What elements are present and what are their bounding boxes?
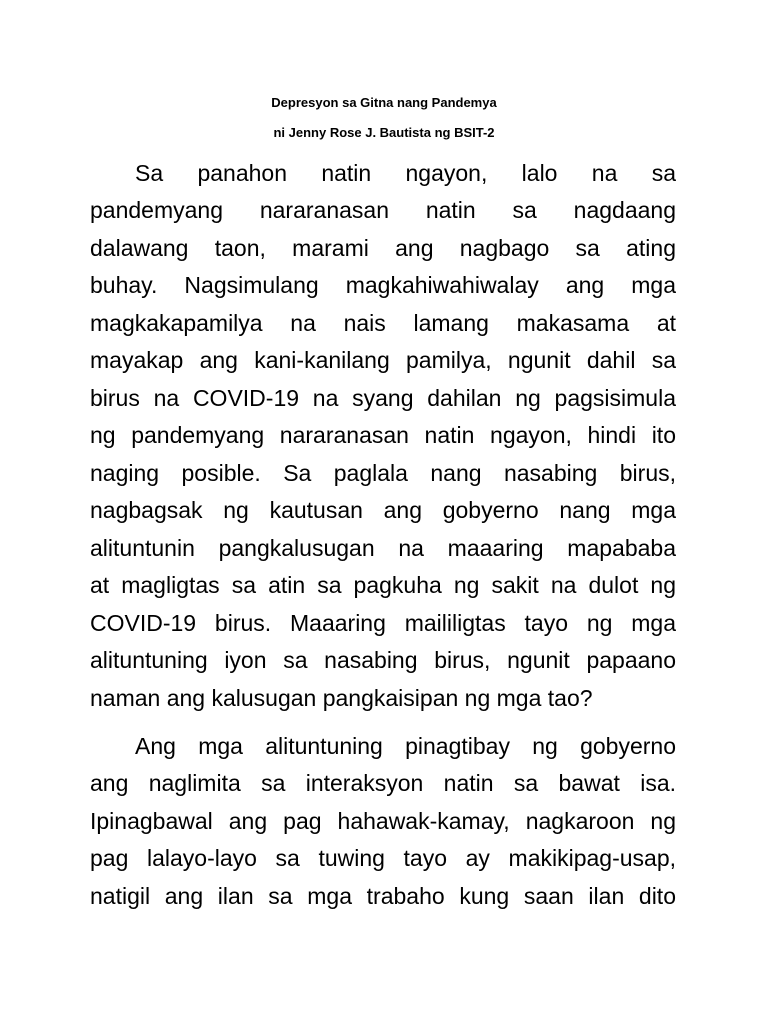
paragraph-line: Ipinagbawal ang pag hahawak-kamay, nagkaroon ng (90, 808, 676, 834)
paragraph-line: ng pandemyang nararanasan natin ngayon, hindi ito (90, 422, 676, 448)
paragraph-line: mayakap ang kani-kanilang pamilya, ngunit dahil sa (90, 347, 676, 373)
paragraph-line: Ang mga alituntuning pinagtibay ng gobyerno (135, 733, 676, 759)
paragraph-line: naman ang kalusugan pangkaisipan ng mga tao? (90, 685, 593, 711)
document-byline: ni Jenny Rose J. Bautista ng BSIT-2 (273, 125, 495, 140)
paragraph-line: pandemyang nararanasan natin sa nagdaang (90, 197, 676, 223)
paragraph-line: dalawang taon, marami ang nagbago sa ating (90, 235, 676, 261)
paragraph-line: pag lalayo-layo sa tuwing tayo ay makikipag-usap, (90, 845, 676, 871)
paragraph-line: nagbagsak ng kautusan ang gobyerno nang mga (90, 497, 676, 523)
paragraph-line: alituntunin pangkalusugan na maaaring mapababa (90, 535, 676, 561)
paragraph-line: naging posible. Sa paglala nang nasabing birus, (90, 460, 676, 486)
paragraph-line: alituntuning iyon sa nasabing birus, ngunit papaano (90, 647, 676, 673)
paragraph-line: Sa panahon natin ngayon, lalo na sa (135, 160, 676, 186)
paragraph-line: ang naglimita sa interaksyon natin sa bawat isa. (90, 770, 676, 796)
paragraph-line: buhay. Nagsimulang magkahiwahiwalay ang mga (90, 272, 676, 298)
document-title: Depresyon sa Gitna nang Pandemya (271, 95, 497, 110)
paragraph-line: COVID-19 birus. Maaaring maililigtas tayo ng mga (90, 610, 676, 636)
paragraph-line: birus na COVID-19 na syang dahilan ng pagsisimula (90, 385, 676, 411)
paragraph-line: natigil ang ilan sa mga trabaho kung saan ilan dito (90, 883, 676, 909)
paragraph-line: at magligtas sa atin sa pagkuha ng sakit na dulot ng (90, 572, 676, 598)
paragraph-line: magkakapamilya na nais lamang makasama at (90, 310, 676, 336)
